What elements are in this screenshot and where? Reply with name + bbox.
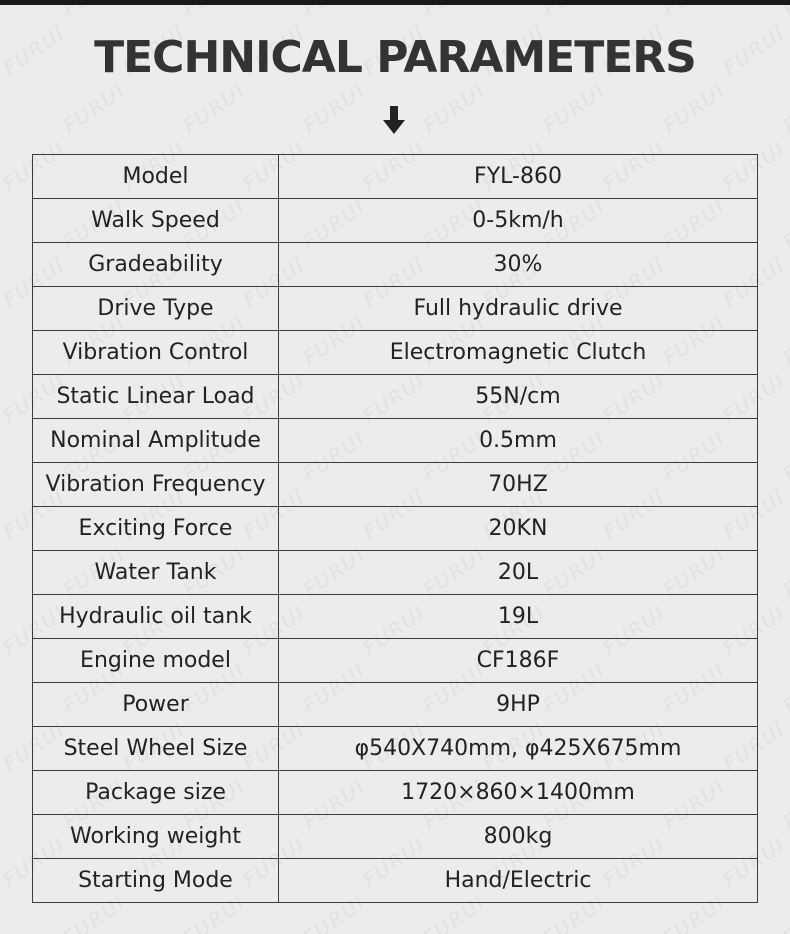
page-title: TECHNICAL PARAMETERS xyxy=(94,32,696,83)
parameter-label: Engine model xyxy=(33,639,279,683)
watermark-text xyxy=(779,194,790,254)
table-row xyxy=(33,243,758,287)
watermark-text xyxy=(419,78,491,138)
parameter-label: Exciting Force xyxy=(33,507,279,551)
watermark-text xyxy=(779,658,790,718)
watermark-text xyxy=(59,78,131,138)
parameter-value: 800kg xyxy=(279,815,758,859)
parameters-table xyxy=(32,154,758,903)
parameter-value: 70HZ xyxy=(279,463,758,507)
parameter-value: 20L xyxy=(279,551,758,595)
parameter-value: 0-5km/h xyxy=(279,199,758,243)
table-row xyxy=(33,155,758,199)
watermark-text xyxy=(539,78,611,138)
parameter-label: Starting Mode xyxy=(33,859,279,903)
table-row xyxy=(33,727,758,771)
table-row xyxy=(33,375,758,419)
table-row xyxy=(33,331,758,375)
parameter-label: Vibration Frequency xyxy=(33,463,279,507)
watermark-text xyxy=(779,774,790,834)
parameter-value: 0.5mm xyxy=(279,419,758,463)
parameter-label: Model xyxy=(33,155,279,199)
table-row xyxy=(33,199,758,243)
parameter-value: 30% xyxy=(279,243,758,287)
parameter-value: 55N/cm xyxy=(279,375,758,419)
parameter-value: FYL-860 xyxy=(279,155,758,199)
parameter-value: 19L xyxy=(279,595,758,639)
parameter-label: Steel Wheel Size xyxy=(33,727,279,771)
table-row xyxy=(33,683,758,727)
watermark-text xyxy=(779,78,790,138)
parameter-label: Walk Speed xyxy=(33,199,279,243)
watermark-text xyxy=(299,78,371,138)
parameter-label: Nominal Amplitude xyxy=(33,419,279,463)
parameter-label: Drive Type xyxy=(33,287,279,331)
watermark-text xyxy=(779,426,790,486)
parameter-value: CF186F xyxy=(279,639,758,683)
table-row xyxy=(33,771,758,815)
table-row xyxy=(33,859,758,903)
table-row xyxy=(33,463,758,507)
table-row xyxy=(33,287,758,331)
parameter-value: Hand/Electric xyxy=(279,859,758,903)
parameter-label: Gradeability xyxy=(33,243,279,287)
table-row xyxy=(33,507,758,551)
parameter-label: Working weight xyxy=(33,815,279,859)
parameter-label: Static Linear Load xyxy=(33,375,279,419)
parameter-value: 9HP xyxy=(279,683,758,727)
top-border-bar xyxy=(0,0,790,5)
watermark-text xyxy=(779,542,790,602)
parameter-value: φ540X740mm, φ425X675mm xyxy=(279,727,758,771)
table-row xyxy=(33,551,758,595)
parameter-label: Vibration Control xyxy=(33,331,279,375)
table-row xyxy=(33,595,758,639)
table-row xyxy=(33,815,758,859)
parameter-value: Electromagnetic Clutch xyxy=(279,331,758,375)
parameter-label: Power xyxy=(33,683,279,727)
table-row xyxy=(33,419,758,463)
watermark-text xyxy=(659,78,731,138)
parameter-value: 1720×860×1400mm xyxy=(279,771,758,815)
parameter-label: Package size xyxy=(33,771,279,815)
watermark-text xyxy=(779,310,790,370)
parameter-label: Hydraulic oil tank xyxy=(33,595,279,639)
watermark-text xyxy=(179,78,251,138)
table-row xyxy=(33,639,758,683)
watermark-text xyxy=(779,890,790,934)
parameter-value: 20KN xyxy=(279,507,758,551)
parameter-value: Full hydraulic drive xyxy=(279,287,758,331)
down-arrow-icon xyxy=(383,106,405,136)
parameter-label: Water Tank xyxy=(33,551,279,595)
